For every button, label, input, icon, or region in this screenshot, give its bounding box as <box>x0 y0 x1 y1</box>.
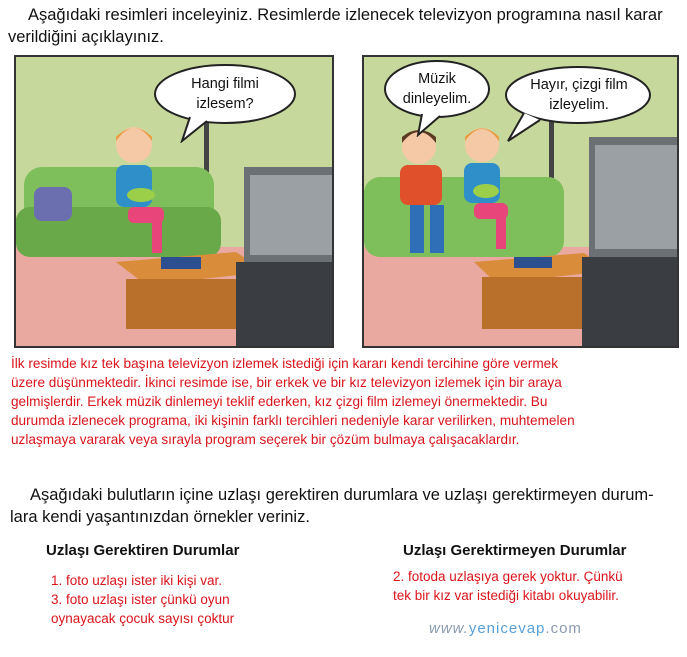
answer-line1: İlk resimde kız tek başına televizyon izlemek istediği için kararı kendi tercihine göre vermek <box>11 356 558 371</box>
answer-paragraph <box>11 354 681 449</box>
speech-bubble-girl <box>152 63 298 125</box>
col-right-answers <box>393 567 683 605</box>
picture-girl-alone <box>14 55 334 348</box>
speech-bubble-girl-right <box>502 65 652 125</box>
bubble-boy-line1: Müzik <box>418 71 456 87</box>
watermark-suffix: .com <box>545 620 582 637</box>
bubble-boy-line2: dinleyelim. <box>402 91 472 107</box>
watermark-part2: cevap <box>500 620 546 637</box>
instruction-2-line1: Aşağıdaki bulutların içine uzlaşı gerektiren durumlara ve uzlaşı gerektirmeyen durum- <box>30 486 654 504</box>
instruction-1-line2: verildiğini açıklayınız. <box>8 28 164 46</box>
col-left-line1: 1. foto uzlaşı ister iki kişi var. <box>51 573 223 588</box>
bubble-girl-line2: izleyelim. <box>549 97 609 113</box>
col-left-line3: oynayacak çocuk sayısı çoktur <box>51 611 235 626</box>
col-left-line2: 3. foto uzlaşı ister çünkü oyun <box>51 592 230 607</box>
bubble-line1: Hangi filmi <box>191 76 259 92</box>
instruction-2-line2: lara kendi yaşantınızdan örnekler veriniz. <box>10 508 310 526</box>
picture-boy-and-girl <box>362 55 679 348</box>
answer-line2: üzere düşünmektedir. İkinci resimde ise, bir erkek ve bir kız televizyon izlemek için bir araya <box>11 375 562 390</box>
watermark-prefix: www. <box>429 620 469 637</box>
answer-line5: uzlaşmaya vararak veya sırayla program seçerek bir çözüm bulmaya çalışacaklardır. <box>11 432 520 447</box>
col-left-answers <box>51 571 291 628</box>
instruction-1-line1: Aşağıdaki resimleri inceleyiniz. Resimlerde izlenecek televizyon programına nasıl karar <box>28 6 663 24</box>
instruction-2 <box>10 484 685 528</box>
bubble-line2: izlesem? <box>196 96 254 112</box>
col-right-title: Uzlaşı Gerektirmeyen Durumlar <box>403 542 627 559</box>
watermark-part1: yeni <box>468 620 501 637</box>
speech-bubble-boy <box>382 59 492 119</box>
col-right-line1: 2. fotoda uzlaşıya gerek yoktur. Çünkü <box>393 569 623 584</box>
bubble-girl-line1: Hayır, çizgi film <box>530 77 628 93</box>
col-left-title: Uzlaşı Gerektiren Durumlar <box>46 542 240 559</box>
answer-line4: durumda izlenecek programa, iki kişinin farklı tercihleri nedeniyle karar verilirken, muhtemelen <box>11 413 575 428</box>
watermark <box>429 620 582 637</box>
col-right-line2: tek bir kız var istediği kitabı okuyabilir. <box>393 588 619 603</box>
instruction-1 <box>8 4 683 48</box>
answer-line3: gelmişlerdir. Erkek müzik dinlemeyi teklif ederken, kız çizgi film izlemeyi önermektedir. Bu <box>11 394 548 409</box>
